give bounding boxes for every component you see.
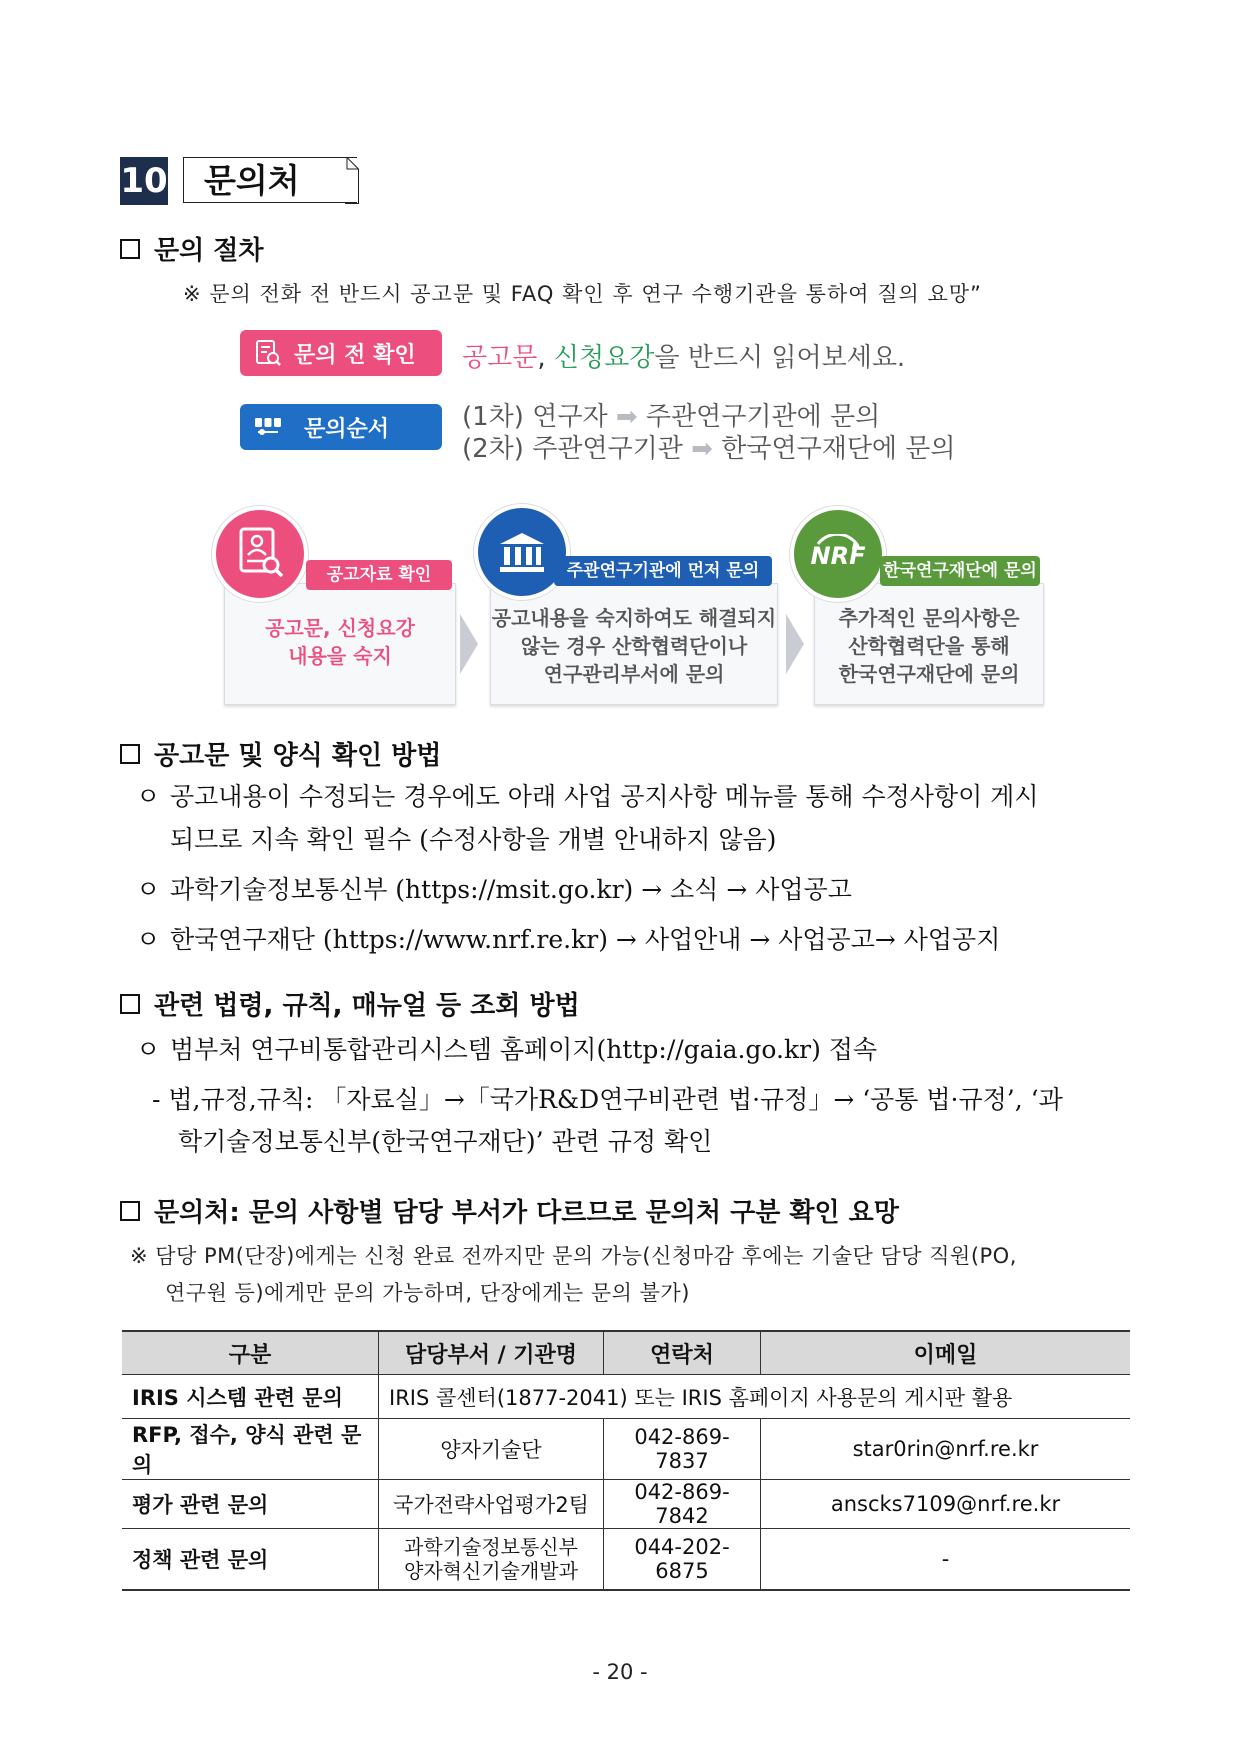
dept-line: 과학기술정보통신부 (404, 1535, 578, 1559)
bullet-circle-icon: ㅇ (136, 782, 161, 811)
bullet-circle-icon: ㅇ (136, 1035, 161, 1064)
highlight-notice: 공고문 (462, 343, 538, 373)
pill-before-inquiry (240, 330, 442, 376)
notice-item-text: 과학기술정보통신부 (https://msit.go.kr) → 소식 → 사업공고 (170, 875, 852, 904)
row-email: anscks7109@nrf.re.kr (761, 1480, 1131, 1529)
pill-inquiry-order (240, 404, 442, 450)
notice-item-1-cont: 되므로 지속 확인 필수 (수정사항을 개별 안내하지 않음) (170, 825, 777, 854)
arrow-right-icon: ➡ (691, 434, 713, 464)
regulations-heading (120, 985, 580, 1022)
row-phone: 044-202-6875 (604, 1529, 761, 1591)
row-phone: 042-869-7837 (604, 1419, 761, 1480)
notice-item-1 (136, 777, 1126, 813)
row-value: IRIS 콜센터(1877-2041) 또는 IRIS 홈페이지 사용문의 게시판 활용 (379, 1375, 1131, 1419)
step-3-body-line: 추가적인 문의사항은 (838, 606, 1020, 630)
row-label: IRIS 시스템 관련 문의 (122, 1375, 379, 1419)
title-fold-corner (345, 157, 359, 204)
order-line-1-to: 주관연구기관에 문의 (645, 402, 881, 432)
regulations-item (136, 1030, 877, 1066)
notice-item-3 (136, 920, 1000, 956)
nrf-logo-icon (790, 506, 886, 602)
arrow-right-icon: ➡ (615, 402, 638, 432)
contacts-note-2: 연구원 등)에게만 문의 가능하며, 단장에게는 문의 불가) (165, 1281, 690, 1305)
checkbox-square-icon (120, 1201, 140, 1221)
heading-text: 문의 절차 (154, 236, 264, 266)
table-row (122, 1419, 1130, 1480)
table-row (122, 1529, 1130, 1591)
checkbox-square-icon (120, 239, 140, 259)
contact-table (122, 1330, 1130, 1591)
row-department: 양자기술단 (379, 1419, 604, 1480)
regulations-sub-2: 학기술정보통신부(한국연구재단)’ 관련 규정 확인 (178, 1127, 713, 1156)
bullet-circle-icon: ㅇ (136, 875, 161, 904)
section-number: 10 (120, 157, 168, 205)
section-title: 문의처 (183, 157, 357, 203)
row-label: RFP, 접수, 양식 관련 문의 (122, 1419, 379, 1480)
inquiry-procedure-heading (120, 230, 264, 267)
row-label: 정책 관련 문의 (122, 1529, 379, 1591)
step-1-body-line: 공고문, 신청요강 (265, 616, 415, 640)
order-line-2-to: 한국연구재단에 문의 (721, 434, 956, 464)
step-3-badge: 한국연구재단에 문의 (880, 556, 1040, 586)
table-row (122, 1375, 1130, 1419)
heading-text: 관련 법령, 규칙, 매뉴얼 등 조회 방법 (154, 991, 580, 1021)
order-line-2-from: (2차) 주관연구기관 (462, 434, 683, 464)
step-card-2 (490, 583, 778, 705)
heading-text: 문의처: 문의 사항별 담당 부서가 다르므로 문의처 구분 확인 요망 (154, 1198, 899, 1228)
step-2-badge: 주관연구기관에 먼저 문의 (554, 556, 772, 586)
page-number: - 20 - (592, 1660, 648, 1684)
before-text (462, 337, 905, 374)
separator: , (537, 343, 554, 373)
step-1-body-line: 내용을 숙지 (288, 644, 392, 668)
step-2-body-line: 연구관리부서에 문의 (543, 662, 725, 686)
step-3-body (815, 604, 1043, 688)
heading-text: 공고문 및 양식 확인 방법 (154, 741, 442, 771)
table-header-row (122, 1331, 1130, 1375)
inquiry-note: ※ 문의 전화 전 반드시 공고문 및 FAQ 확인 후 연구 수행기관을 통하여 질의 요망” (183, 282, 982, 306)
notice-item-text: 한국연구재단 (https://www.nrf.re.kr) → 사업안내 → 사업공고→ 사업공지 (170, 925, 1001, 954)
row-email: star0rin@nrf.re.kr (761, 1419, 1131, 1480)
step-card-3 (814, 583, 1044, 705)
sequence-icon (254, 413, 282, 441)
step-3-body-line: 한국연구재단에 문의 (838, 662, 1020, 686)
row-email: - (761, 1529, 1131, 1591)
row-department (379, 1529, 604, 1591)
header-department: 담당부서 / 기관명 (379, 1331, 604, 1375)
header-category: 구분 (122, 1331, 379, 1375)
contacts-note-1: ※ 담당 PM(단장)에게는 신청 완료 전까지만 문의 가능(신청마감 후에는 기술단 담당 직원(PO, (130, 1244, 1017, 1268)
bullet-circle-icon: ㅇ (136, 925, 161, 954)
pill-before-label: 문의 전 확인 (294, 342, 416, 368)
header-phone: 연락처 (604, 1331, 761, 1375)
before-text-rest: 을 반드시 읽어보세요. (654, 343, 906, 373)
order-line-1-from: (1차) 연구자 (462, 402, 608, 432)
order-line-2 (462, 428, 956, 465)
row-department: 국가전략사업평가2팀 (379, 1480, 604, 1529)
step-3-body-line: 산학협력단을 통해 (848, 634, 1010, 658)
highlight-guide: 신청요강 (553, 343, 655, 373)
pill-order-label: 문의순서 (304, 416, 390, 442)
notice-item-2 (136, 870, 852, 906)
step-1-badge: 공고자료 확인 (306, 560, 452, 590)
step-2-body-line: 공고내용을 숙지하여도 해결되지 (491, 606, 777, 630)
notice-item-text: 공고내용이 수정되는 경우에도 아래 사업 공지사항 메뉴를 통해 수정사항이 게시 (170, 782, 1039, 811)
checkbox-square-icon (120, 994, 140, 1014)
dept-line: 양자혁신기술개발과 (404, 1559, 578, 1583)
row-phone: 042-869-7842 (604, 1480, 761, 1529)
checkbox-square-icon (120, 744, 140, 764)
step-2-body (491, 604, 777, 688)
row-label: 평가 관련 문의 (122, 1480, 379, 1529)
contacts-heading (120, 1192, 899, 1229)
regulations-sub-1: - 법,규정,규칙: 「자료실」→「국가R&D연구비관련 법·규정」→ ‘공통 법·규정’, ‘과 (152, 1085, 1063, 1114)
step-1-body (225, 614, 455, 670)
notice-check-heading (120, 735, 441, 772)
step-chevron-icon (460, 614, 478, 674)
nrf-logo-text: NRF (810, 542, 866, 570)
step-2-body-line: 않는 경우 산학협력단이나 (520, 634, 748, 658)
table-row (122, 1480, 1130, 1529)
notice-document-icon (212, 506, 308, 602)
regulations-item-text: 범부처 연구비통합관리시스템 홈페이지(http://gaia.go.kr) 접속 (170, 1035, 878, 1064)
header-email: 이메일 (761, 1331, 1131, 1375)
step-chevron-icon (786, 614, 804, 674)
document-search-icon (254, 339, 282, 367)
